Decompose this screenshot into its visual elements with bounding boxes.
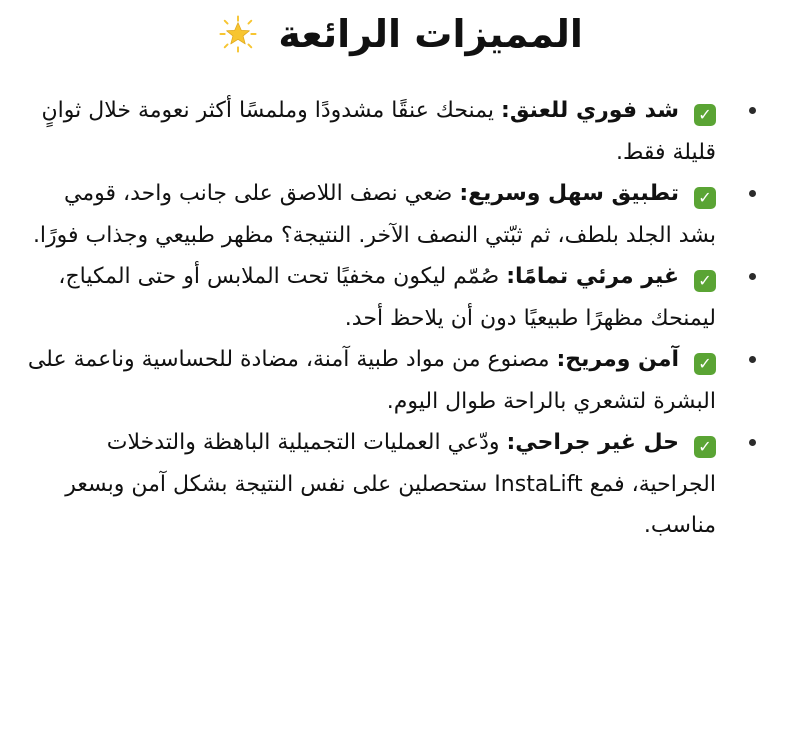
feature-item <box>26 173 776 256</box>
feature-description: ضعي نصف اللاصق على جانب واحد، قومي بشد الجلد بلطف، ثم ثبّتي النصف الآخر. النتيجة؟ مظهر طبيعي وجذاب فورًا. <box>32 181 716 248</box>
features-list <box>26 90 776 547</box>
check-mark-icon: ✓ <box>694 187 716 209</box>
feature-description: مصنوع من مواد طبية آمنة، مضادة للحساسية وناعمة على البشرة لتشعري بالراحة طوال اليوم. <box>27 347 716 414</box>
page-title <box>26 6 776 62</box>
feature-description: ودّعي العمليات التجميلية الباهظة والتدخلات الجراحية، فمع InstaLift ستحصلين على نفس النتيجة بشكل آمن وبسعر مناسب. <box>65 430 716 538</box>
feature-item <box>26 256 776 339</box>
feature-label: شد فوري للعنق: <box>501 98 679 123</box>
feature-description: صُمّم ليكون مخفيًا تحت الملابس أو حتى المكياج، ليمنحك مظهرًا طبيعيًا دون أن يلاحظ أحد. <box>58 264 716 331</box>
feature-label: آمن ومريح: <box>556 347 679 372</box>
feature-description: يمنحك عنقًا مشدودًا وملمسًا أكثر نعومة خلال ثوانٍ قليلة فقط. <box>41 98 716 165</box>
feature-label: تطبيق سهل وسريع: <box>459 181 679 206</box>
feature-label: غير مرئي تمامًا: <box>506 264 679 289</box>
check-mark-icon: ✓ <box>694 353 716 375</box>
feature-label: حل غير جراحي: <box>506 430 679 455</box>
page-title-text: المميزات الرائعة <box>278 12 583 56</box>
feature-item <box>26 90 776 173</box>
glowing-star-icon <box>219 15 257 53</box>
feature-item <box>26 339 776 422</box>
check-mark-icon: ✓ <box>694 104 716 126</box>
feature-item <box>26 422 776 547</box>
check-mark-icon: ✓ <box>694 436 716 458</box>
check-mark-icon: ✓ <box>694 270 716 292</box>
